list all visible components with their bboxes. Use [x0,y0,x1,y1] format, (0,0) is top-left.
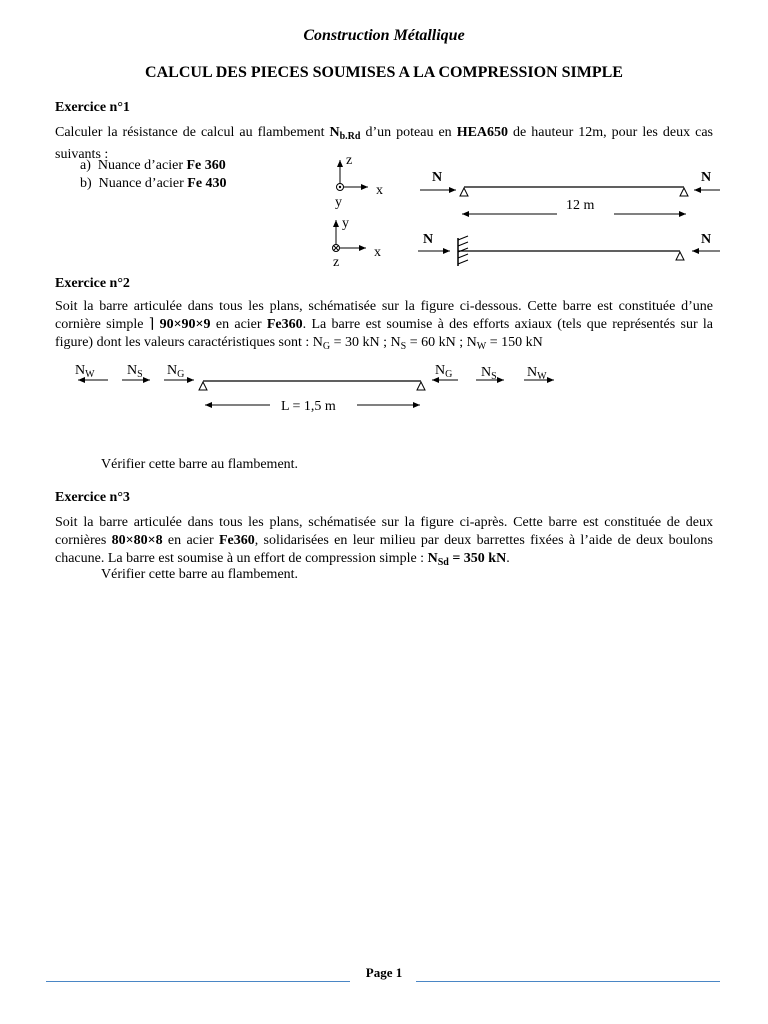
list-value: Fe 360 [186,158,226,173]
header-title: Construction Métallique [303,27,465,44]
pin-support-left [460,188,468,196]
fixed-support-hatch [458,236,468,264]
exercise-3-title: Exercice n°3 [55,490,130,505]
force-label-left: N [423,232,434,247]
exercise-1-title: Exercice n°1 [55,100,130,115]
load-value: = 60 kN ; [406,335,467,350]
force-label-right: N [701,170,712,185]
force-label-left: N [432,170,443,185]
load-value: = 30 kN ; [330,335,391,350]
force-label-nw: $N_W$ [75,363,95,380]
profile-name: HEA650 [456,125,509,140]
force-label-ng: $N_G$ [435,363,453,380]
load-symbol: N [312,335,323,350]
force-symbol: N [329,125,340,140]
pin-support-right [417,382,425,390]
list-label: Nuance d’acier [97,158,187,173]
list-marker: b) [80,176,92,191]
page-number: Page 1 [365,965,403,980]
axis-label-x: x [376,183,383,198]
statement-text: . La barre est soumise à des efforts axiaux (tels que représentés sur la figure) dont les valeurs caractéristiques sont : [55,317,714,350]
axis-label-y: y [335,195,342,210]
statement-text: Soit la barre articulée dans tous les plans, schématisée sur la figure ci-après. Cette barre est constituée de deux cornières [55,515,713,548]
load-subscript: S [400,341,407,352]
load-subscript: W [476,341,487,352]
load-subscript: G [322,341,331,352]
section-size: 90×90×9 [159,317,211,332]
left-force-labels [75,363,184,380]
axis-label-y: y [342,216,349,231]
exercise-2-title: Exercice n°2 [55,276,130,291]
footer-rule-right [416,981,720,982]
statement-text: d’un poteau en [360,125,457,140]
load-value: = 350 kN [448,551,507,566]
statement-text: , solidarisées en leur milieu par deux barrettes fixées à l’aide de deux boulons chacune. La barre est soumise à un effort de compression simple : [55,533,713,566]
section-size: 80×80×8 [111,533,163,548]
load-symbol: N [427,551,438,566]
right-force-labels [435,363,547,382]
length-label: 12 m [566,198,595,213]
axis-system-2 [333,216,382,270]
statement-text: Calculer la résistance de calcul au flambement [55,125,330,140]
exercise-2-instruction: Vérifier cette barre au flambement. [101,457,299,472]
force-label-nw: $N_W$ [527,365,547,382]
statement-text: de hauteur 12m, pour les deux cas suivants : [55,125,713,162]
statement-text: Soit la barre articulée dans tous les plans, schématisée sur la figure ci-dessous. Cette barre est constituée d’une cornière simple [55,299,713,332]
list-label: Nuance d’acier [98,176,188,191]
column-fixed-pinned [418,232,720,266]
force-label-ns: $N_S$ [127,363,143,380]
document-title: CALCUL DES PIECES SOUMISES A LA COMPRESSION SIMPLE [145,64,623,81]
pin-support-left [199,382,207,390]
statement-text: en acier [162,533,219,548]
force-label-right: N [701,232,712,247]
statement-text: . [506,551,510,566]
exercise-1-diagram [0,0,768,280]
load-symbol: N [390,335,401,350]
steel-grade: Fe360 [218,533,255,548]
exercise-2-statement [55,298,713,356]
list-marker: a) [80,158,91,173]
load-subscript: Sd [437,557,449,568]
force-label-ns: $N_S$ [481,365,497,382]
force-subscript: b.Rd [339,131,361,142]
exercise-3-statement [55,514,713,572]
axis-system-1 [335,153,383,210]
exercise-3-instruction: Vérifier cette barre au flambement. [101,567,299,582]
load-symbol: N [466,335,477,350]
load-value: = 150 kN [486,335,543,350]
footer-rule-left [46,981,350,982]
statement-text: en acier [210,317,267,332]
axis-label-z: z [346,153,353,168]
length-label: L = 1,5 m [281,399,336,414]
pin-support-right [676,252,684,260]
axis-label-z: z [333,255,340,270]
force-label-ng: $N_G$ [167,363,185,380]
exercise-2-diagram [0,355,768,425]
column-pinned-pinned [420,170,720,214]
list-value: Fe 430 [187,176,227,191]
axis-label-x: x [374,245,381,260]
pin-support-right [680,188,688,196]
angle-section-icon: ⌉ [148,317,155,332]
steel-grade: Fe360 [266,317,303,332]
